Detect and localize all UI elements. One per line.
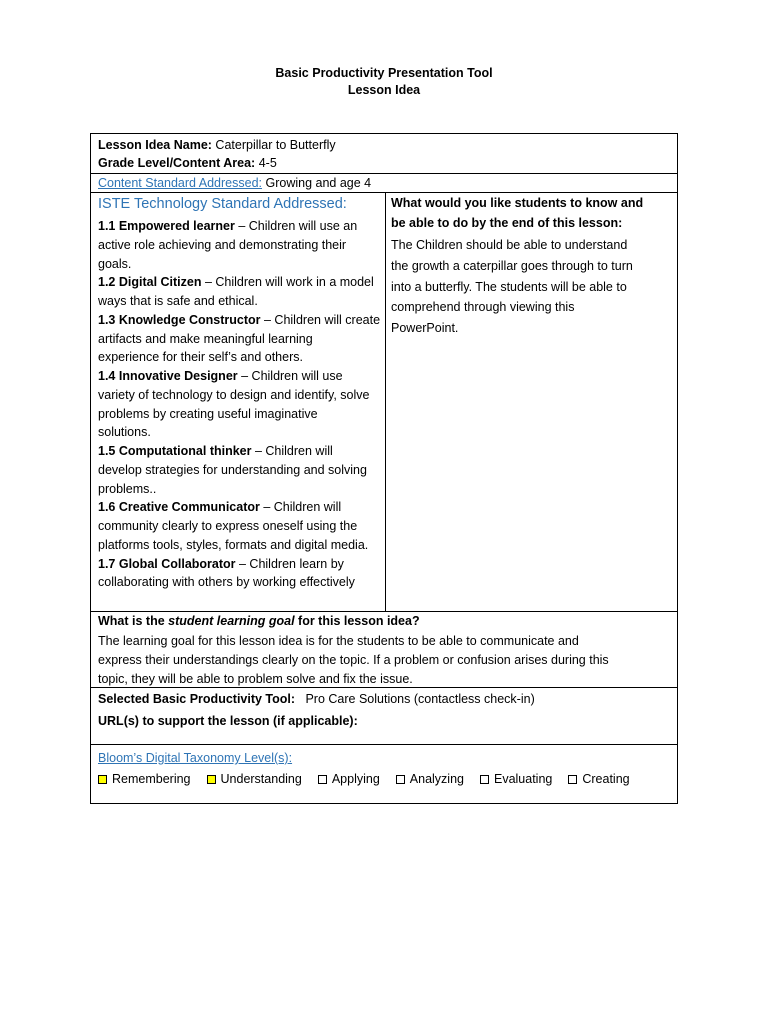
iste-standard-name: 1.6 Creative Communicator: [98, 500, 260, 515]
bloom-level-label: Remembering: [112, 772, 191, 786]
content-standard-value: Growing and age 4: [265, 176, 372, 190]
iste-standard-name: 1.3 Knowledge Constructor: [98, 312, 261, 327]
content-standard-row: [98, 174, 371, 192]
bloom-level-label: Analyzing: [409, 772, 464, 786]
iste-line: [98, 405, 318, 423]
tool-value: Pro Care Solutions (contactless check-in): [305, 692, 535, 706]
iste-standard-name: 1.2 Digital Citizen: [98, 275, 202, 290]
column-divider: [385, 193, 386, 611]
iste-line: [98, 292, 258, 310]
bloom-level-creating[interactable]: [568, 770, 629, 788]
grade-row: [98, 154, 277, 172]
iste-standard-text: community clearly to express oneself using the: [98, 519, 358, 533]
iste-standard-text: problems by creating useful imaginative: [98, 406, 318, 421]
bloom-level-applying[interactable]: [318, 770, 380, 788]
know-answer-line: into a butterfly. The students will be able to: [391, 279, 627, 294]
iste-line: [98, 273, 374, 291]
iste-line: [98, 573, 355, 591]
iste-standard-text: platforms tools, styles, formats and digital media.: [98, 537, 369, 552]
iste-standard-text: collaborating with others by working effectively: [98, 575, 355, 590]
iste-line: [98, 311, 380, 329]
iste-standard-name: 1.5 Computational thinker: [98, 444, 252, 458]
iste-line: [98, 217, 357, 235]
know-question-line-1: What would you like students to know and: [391, 196, 644, 210]
checkbox-icon[interactable]: [568, 775, 577, 784]
iste-line: [98, 536, 368, 554]
checkbox-icon[interactable]: [480, 775, 489, 784]
know-answer-line: the growth a caterpillar goes through to turn: [391, 258, 633, 273]
document-title: Basic Productivity Presentation Tool: [275, 66, 493, 80]
bloom-level-analyzing[interactable]: [396, 770, 464, 788]
url-label: URL(s) to support the lesson (if applicable):: [98, 714, 358, 728]
iste-standard-text: – Children will create: [260, 312, 381, 327]
know-answer-line: The Children should be able to understand: [391, 238, 628, 252]
iste-standard-text: variety of technology to design and identify, solve: [98, 387, 370, 402]
goal-answer-line: topic, they will be able to problem solve and fix the issue.: [98, 671, 413, 686]
know-answer-line: comprehend through viewing this: [391, 300, 575, 315]
iste-heading: ISTE Technology Standard Addressed:: [98, 196, 347, 212]
bloom-level-label: Evaluating: [493, 772, 553, 786]
bloom-levels: [98, 770, 668, 788]
row-divider: [91, 192, 677, 193]
iste-standard-text: experience for their self’s and others.: [98, 350, 303, 365]
iste-standard-text: goals.: [98, 256, 132, 271]
iste-standard-text: artifacts and make meaningful learning: [98, 331, 313, 346]
iste-line: [98, 442, 333, 460]
iste-standard-text: – Children will: [259, 500, 342, 515]
iste-line: [98, 348, 303, 366]
checkbox-icon[interactable]: [98, 775, 107, 784]
iste-line: [98, 236, 346, 254]
iste-line: [98, 330, 313, 348]
lesson-name-row: [98, 136, 336, 154]
tool-label: Selected Basic Productivity Tool:: [98, 692, 296, 706]
iste-line: [98, 461, 367, 479]
bloom-heading: Bloom’s Digital Taxonomy Level(s):: [98, 751, 293, 765]
iste-line: [98, 423, 151, 441]
bloom-level-label: Understanding: [220, 772, 302, 786]
iste-standard-text: – Children will use: [237, 369, 343, 383]
bloom-level-label: Applying: [331, 772, 380, 786]
tool-row: [98, 690, 535, 708]
iste-standard-text: – Children learn by: [235, 556, 344, 571]
goal-answer-line: The learning goal for this lesson idea is for the students to be able to communicate and: [98, 634, 579, 648]
lesson-name-label: Lesson Idea Name:: [98, 138, 212, 152]
checkbox-icon[interactable]: [318, 775, 327, 784]
iste-standard-name: 1.7 Global Collaborator: [98, 556, 236, 571]
goal-question-post: for this lesson idea?: [294, 614, 420, 628]
bloom-level-label: Creating: [582, 772, 630, 786]
row-divider: [91, 744, 677, 745]
iste-line: [98, 480, 156, 498]
document-subtitle: Lesson Idea: [347, 83, 421, 97]
iste-standard-text: – Children will use an: [234, 219, 358, 233]
row-divider: [91, 687, 677, 688]
iste-standard-text: active role achieving and demonstrating their: [98, 237, 347, 252]
checkbox-icon[interactable]: [207, 775, 216, 784]
bloom-level-evaluating[interactable]: [480, 770, 552, 788]
iste-standard-text: problems..: [98, 481, 157, 496]
know-question-line-2: be able to do by the end of this lesson:: [391, 216, 623, 230]
iste-line: [98, 517, 357, 535]
goal-question-pre: What is the: [98, 614, 169, 628]
goal-question-emphasis: student learning goal: [168, 614, 295, 628]
iste-line: [98, 498, 341, 516]
grade-value: 4-5: [258, 156, 277, 170]
learning-goal-question: [98, 612, 420, 630]
iste-line: [98, 367, 343, 385]
bloom-level-remembering[interactable]: [98, 770, 191, 788]
checkbox-icon[interactable]: [396, 775, 405, 784]
grade-label: Grade Level/Content Area:: [98, 156, 256, 170]
know-answer-line: PowerPoint.: [391, 321, 459, 336]
lesson-table: [90, 133, 678, 804]
iste-line: [98, 555, 344, 573]
iste-line: [98, 255, 131, 273]
iste-standard-text: ways that is safe and ethical.: [98, 294, 258, 308]
iste-line: [98, 386, 369, 404]
iste-standard-text: solutions.: [98, 425, 151, 440]
iste-standard-text: develop strategies for understanding and solving: [98, 462, 367, 477]
lesson-name-value: Caterpillar to Butterfly: [215, 138, 336, 152]
content-standard-label: Content Standard Addressed:: [98, 176, 263, 190]
goal-answer-line: express their understandings clearly on the topic. If a problem or confusion arises during this: [98, 652, 609, 667]
iste-standard-text: – Children will work in a model: [201, 275, 374, 290]
bloom-level-understanding[interactable]: [207, 770, 302, 788]
iste-standard-name: 1.1 Empowered learner: [98, 219, 235, 233]
iste-standard-name: 1.4 Innovative Designer: [98, 369, 238, 383]
iste-standard-text: – Children will: [251, 444, 333, 458]
